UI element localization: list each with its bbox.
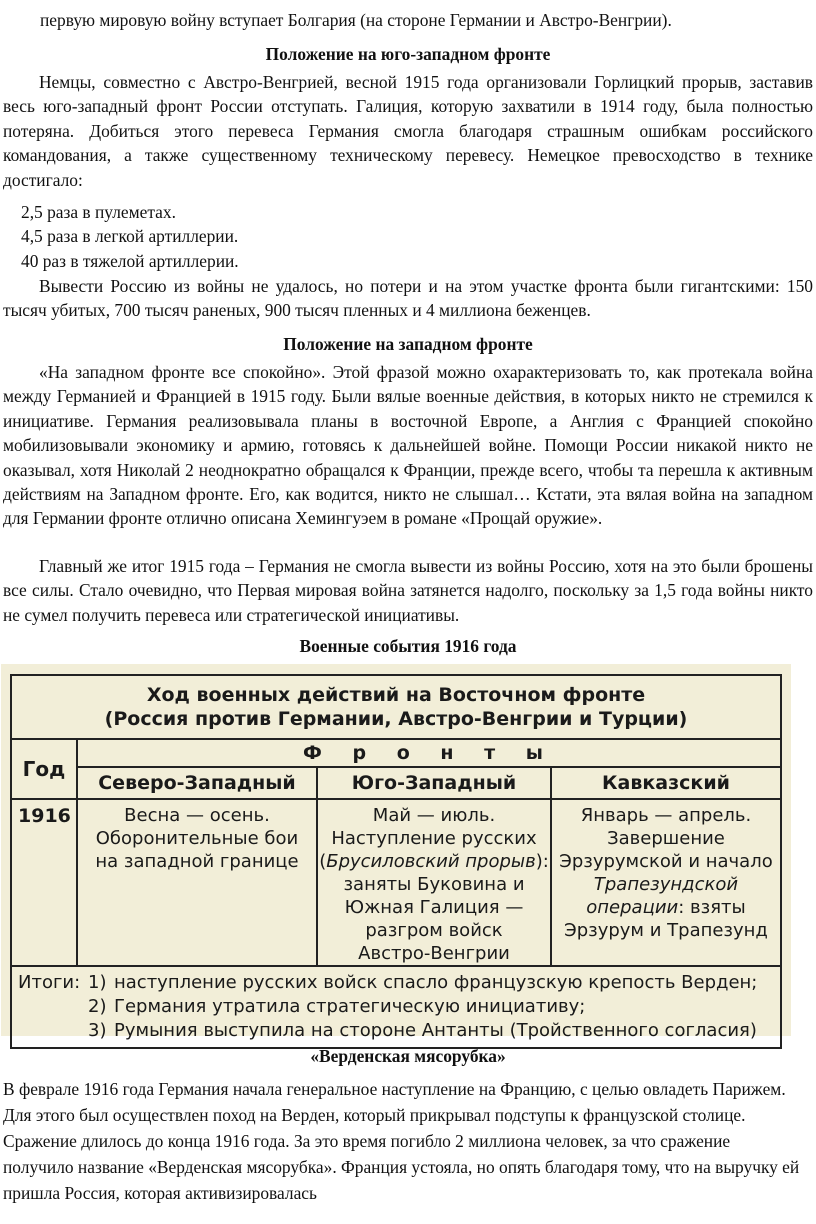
table-results	[11, 966, 781, 1048]
table-header-northwest: Северо-Западный	[77, 767, 317, 799]
paragraph-losses: Вывести Россию из войны не удалось, но потери и на этом участке фронта были гигантскими: 150 тысяч убитых, 700 тысяч раненых, 900 тысяч пленных и 4 миллиона беженцев.	[3, 276, 813, 321]
table-cell-northwest: Весна — осень. Оборонительные бои на западной границе	[77, 799, 317, 966]
heading-1916-events: Военные события 1916 года	[299, 636, 517, 656]
table-cell-caucasus: Январь — апрель. Завершение Эрзурумской и начало Трапезундской операции: взяты Эрзурум и Трапезунд	[551, 799, 781, 966]
heading-western-front: Положение на западном фронте	[283, 334, 533, 354]
top-line: первую мировую войну вступает Болгария (на стороне Германии и Австро-Венгрии).	[40, 10, 672, 30]
paragraph-verdun: В феврале 1916 года Германия начала генеральное наступление на Францию, с целью овладеть Парижем. Для этого был осуществлен поход на Верден, который прикрывал подступы к французской столице. Сражение длилось до конца 1916 года. За это время погибло 2 миллиона человек, за что сражение получило название «Верденская мясорубка». Франция устояла, но опять благодаря тому, что на выручку ей пришла Россия, которая активизировалась	[3, 1079, 800, 1203]
results-row: Итоги: 1) наступление русских войск спасло французскую крепость Верден;	[18, 972, 758, 993]
eastern-front-table-figure	[1, 664, 791, 1041]
paragraph-southwest-front: Немцы, совместно с Австро-Венгрией, весной 1915 года организовали Горлицкий прорыв, заставив весь юго-западный фронт России отступать. Галиция, которую захватили в 1914 году, была полностью потеряна. Добиться этого перевеса Германия смогла благодаря страшным ошибкам российского командования, а также существенному техническому перевесу. Немецкое превосходство в технике достигало:	[3, 72, 813, 190]
table-title: Ход военных действий на Восточном фронте (Россия против Германии, Австро-Венгрии и Турции)	[11, 675, 781, 739]
table-header-fronts: Ф р о н т ы	[77, 739, 781, 767]
results-row: 3) Румыния выступила на стороне Антанты (Тройственного согласия)	[88, 1020, 757, 1041]
results-row: 2) Германия утратила стратегическую инициативу;	[88, 996, 586, 1017]
table-cell-southwest: Май — июль. Наступление русских (Брусиловский прорыв): заняты Буковина и Южная Галиция — разгром войск Австро-Венгрии	[317, 799, 551, 966]
heading-southwest-front: Положение на юго-западном фронте	[265, 44, 551, 64]
paragraph-western-front: «На западном фронте все спокойно». Этой фразой можно охарактеризовать то, как протекала война между Германией и Францией в 1915 году. Были вялые военные действия, в которых никто не стремился к инициативе. Германия реализовывала планы в восточной Европе, а Англия с Францией спокойно мобилизовывали экономику и армию, готовясь к дальнейшей войне. Помощи России никакой никто не оказывал, хотя Николай 2 неоднократно обращался к Франции, прежде всего, чтобы та перешла к активным действиям на Западном фронте. Его, как водится, никто не слышал… Кстати, эта вялая война на западном для Германии фронте отлично описана Хемингуэем в романе «Прощай оружие».	[3, 362, 813, 529]
results-label: Итоги:	[18, 972, 81, 993]
paragraph-main-result: Главный же итог 1915 года – Германия не смогла вывести из войны Россию, хотя на это были брошены все силы. Стало очевидно, что Первая мировая война затянется надолго, поскольку за 1,5 года войны никто не сумел получить перевеса или стратегической инициативы.	[3, 556, 813, 625]
heading-verdun: «Верденская мясорубка»	[310, 1046, 506, 1066]
list-item: 40 раз в тяжелой артиллерии.	[21, 250, 239, 271]
table-header-southwest: Юго-Западный	[317, 767, 551, 799]
eastern-front-table	[10, 674, 782, 1049]
table-header-caucasus: Кавказский	[551, 767, 781, 799]
superiority-list	[21, 200, 239, 273]
list-item: 4,5 раза в легкой артиллерии.	[21, 226, 239, 247]
table-header-year: Год	[11, 739, 77, 799]
list-item: 2,5 раза в пулеметах.	[21, 202, 176, 222]
table-cell-year: 1916	[11, 799, 77, 966]
